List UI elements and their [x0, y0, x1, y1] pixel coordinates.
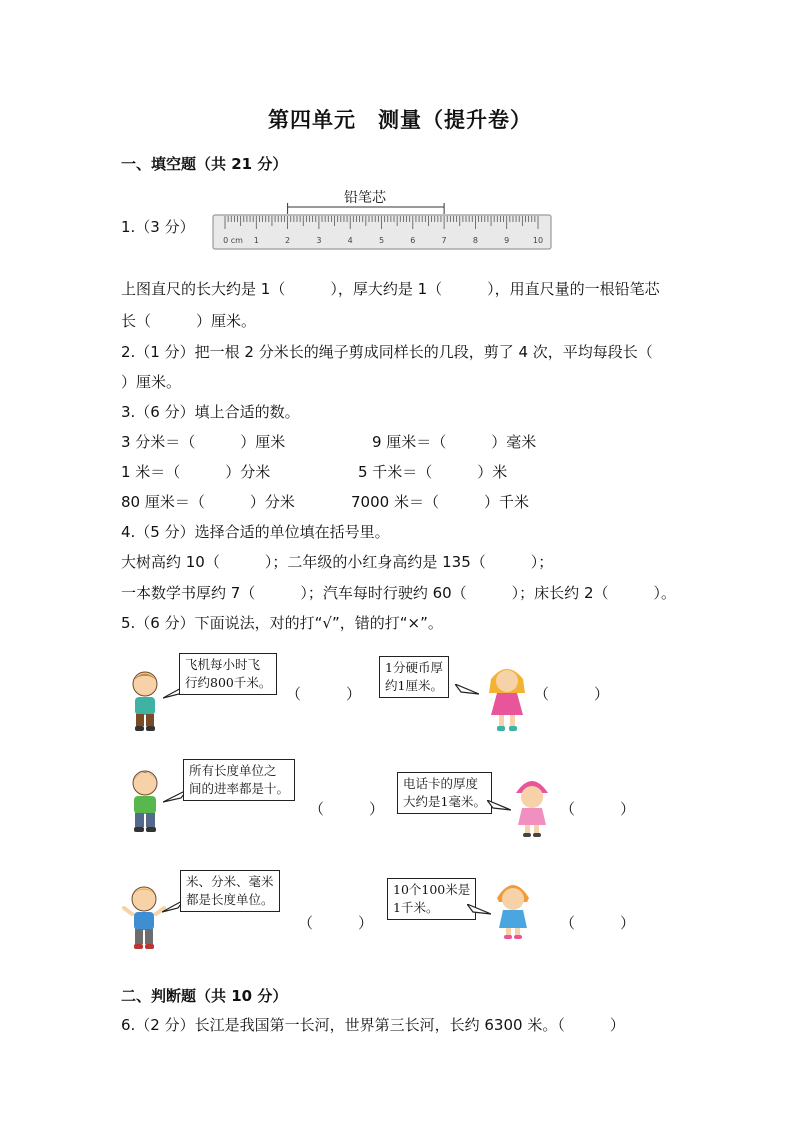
speech-pointer	[455, 684, 479, 698]
q1-number: 1.（3 分）	[121, 218, 195, 236]
ruler-tick-label: 7	[441, 236, 447, 245]
girl-character-icon	[485, 663, 529, 733]
page-title: 第四单元 测量（提升卷）	[268, 108, 532, 132]
ruler-tick-label: 9	[504, 236, 510, 245]
boy-character-icon	[125, 668, 165, 736]
q1-text-line2: 长（ ）厘米。	[121, 312, 257, 330]
ruler-tick-label: 2	[285, 236, 291, 245]
q3-heading: 3.（6 分）填上合适的数。	[121, 403, 300, 421]
statement-bubble-1: 飞机每小时飞 行约800千米。	[179, 653, 277, 695]
q2-line1: 2.（1 分）把一根 2 分米长的绳子剪成同样长的几段，剪了 4 次，平均每段长（	[121, 343, 653, 361]
ruler-tick-label: 4	[347, 236, 353, 245]
q3-row2-left: 1 米＝（ ）分米	[121, 463, 271, 481]
boy-character-icon	[125, 767, 165, 837]
answer-paren-5[interactable]: （ ）	[298, 914, 374, 932]
answer-paren-3[interactable]: （ ）	[309, 800, 385, 818]
q6-text: 6.（2 分）长江是我国第一长河，世界第三长河，长约 6300 米。（ ）	[121, 1016, 625, 1034]
pencil-lead-bracket	[288, 203, 445, 214]
girl-character-icon	[512, 775, 552, 839]
ruler-tick-label: 0 cm	[223, 236, 243, 245]
answer-paren-1[interactable]: （ ）	[286, 685, 362, 703]
q3-row1-left: 3 分米＝（ ）厘米	[121, 433, 286, 451]
ruler-tick-label: 5	[378, 236, 385, 245]
statement-bubble-3: 所有长度单位之 间的进率都是十。	[183, 759, 295, 801]
q3-row2-right: 5 千米＝（ ）米	[358, 463, 508, 481]
ruler-tick-label: 6	[410, 236, 416, 245]
boy-character-icon	[122, 884, 166, 954]
ruler-tick-label: 10	[532, 236, 544, 245]
statement-bubble-4: 电话卡的厚度 大约是1毫米。	[397, 772, 492, 814]
q2-line2: ）厘米。	[121, 373, 182, 391]
q3-row3-left: 80 厘米＝（ ）分米	[121, 493, 295, 511]
statement-bubble-2: 1分硬币厚 约1厘米。	[379, 656, 449, 698]
q4-line2: 一本数学书厚约 7（ ）；汽车每时行驶约 60（ ）；床长约 2（ ）。	[121, 584, 676, 602]
q1-text-line1: 上图直尺的长大约是 1（ ），厚大约是 1（ ），用直尺量的一根铅笔芯	[121, 280, 660, 298]
speech-pointer	[487, 800, 511, 814]
ruler-figure	[211, 203, 555, 251]
answer-paren-2[interactable]: （ ）	[534, 685, 610, 703]
ruler-tick-label: 1	[253, 236, 259, 245]
ruler-tick-label: 8	[472, 236, 478, 245]
q5-heading: 5.（6 分）下面说法，对的打“√”，错的打“×”。	[121, 614, 443, 632]
q4-line1: 大树高约 10（ ）；二年级的小红身高约是 135（ ）；	[121, 553, 554, 571]
ruler-tick-label: 3	[316, 236, 322, 245]
section-heading-fill-in: 一、填空题（共 21 分）	[121, 155, 288, 173]
section-heading-judgement: 二、判断题（共 10 分）	[121, 987, 288, 1005]
q3-row3-right: 7000 米＝（ ）千米	[351, 493, 529, 511]
speech-pointer	[467, 904, 491, 918]
statement-bubble-5: 米、分米、毫米 都是长度单位。	[180, 870, 280, 912]
statement-bubble-6: 10个100米是 1千米。	[387, 878, 476, 920]
q4-heading: 4.（5 分）选择合适的单位填在括号里。	[121, 523, 390, 541]
answer-paren-4[interactable]: （ ）	[560, 800, 636, 818]
q3-row1-right: 9 厘米＝（ ）毫米	[372, 433, 537, 451]
pencil-lead-label: 铅笔芯	[344, 190, 386, 206]
girl-character-icon	[493, 878, 533, 942]
answer-paren-6[interactable]: （ ）	[560, 914, 636, 932]
